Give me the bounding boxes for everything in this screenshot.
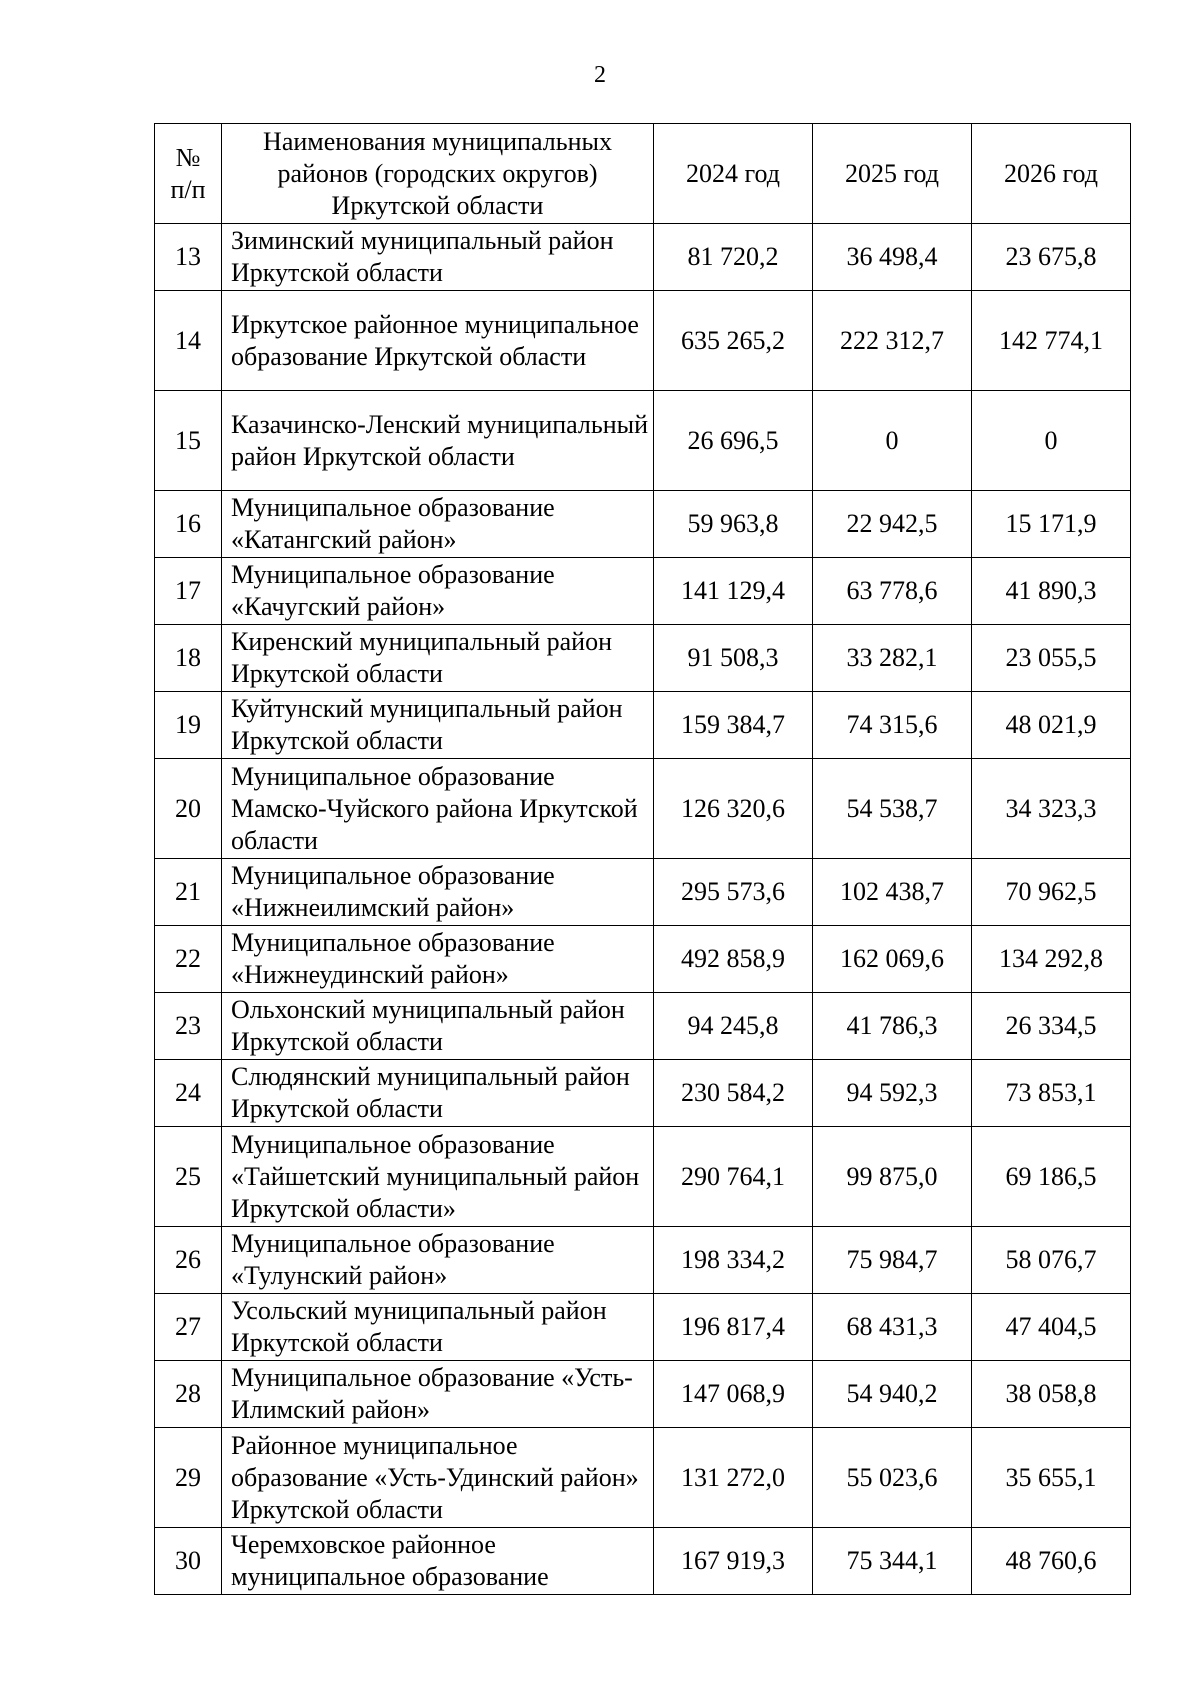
value-2026-cell: 142 774,1 — [972, 291, 1131, 391]
table-row — [155, 859, 1131, 926]
municipality-name-cell: Муниципальное образование «Тайшетский муниципальный район Иркутской области» — [222, 1127, 654, 1227]
table-row — [155, 1428, 1131, 1528]
value-2025-cell: 162 069,6 — [813, 926, 972, 993]
value-2024-cell: 230 584,2 — [654, 1060, 813, 1127]
value-2026-cell: 58 076,7 — [972, 1227, 1131, 1294]
municipality-name-cell: Ольхонский муниципальный район Иркутской области — [222, 993, 654, 1060]
table-row — [155, 1227, 1131, 1294]
municipality-name-cell: Муниципальное образование Мамско-Чуйского района Иркутской области — [222, 759, 654, 859]
table-row — [155, 1528, 1131, 1595]
value-2026-cell: 134 292,8 — [972, 926, 1131, 993]
value-2024-cell: 167 919,3 — [654, 1528, 813, 1595]
value-2024-cell: 198 334,2 — [654, 1227, 813, 1294]
value-2026-cell: 38 058,8 — [972, 1361, 1131, 1428]
municipality-name-cell: Районное муниципальное образование «Усть-Удинский район» Иркутской области — [222, 1428, 654, 1528]
value-2024-cell: 635 265,2 — [654, 291, 813, 391]
value-2024-cell: 492 858,9 — [654, 926, 813, 993]
municipality-name-cell: Зиминский муниципальный район Иркутской области — [222, 224, 654, 291]
value-2025-cell: 102 438,7 — [813, 859, 972, 926]
table-row — [155, 1127, 1131, 1227]
row-number-cell: 13 — [155, 224, 222, 291]
value-2026-cell: 15 171,9 — [972, 491, 1131, 558]
value-2024-cell: 94 245,8 — [654, 993, 813, 1060]
value-2024-cell: 147 068,9 — [654, 1361, 813, 1428]
value-2024-cell: 141 129,4 — [654, 558, 813, 625]
value-2025-cell: 41 786,3 — [813, 993, 972, 1060]
table-row — [155, 558, 1131, 625]
table-row — [155, 926, 1131, 993]
table-row — [155, 491, 1131, 558]
row-number-cell: 23 — [155, 993, 222, 1060]
value-2025-cell: 68 431,3 — [813, 1294, 972, 1361]
value-2024-cell: 26 696,5 — [654, 391, 813, 491]
value-2025-cell: 0 — [813, 391, 972, 491]
municipality-name-cell: Усольский муниципальный район Иркутской области — [222, 1294, 654, 1361]
header-2024: 2024 год — [654, 124, 813, 224]
municipality-name-cell: Куйтунский муниципальный район Иркутской области — [222, 692, 654, 759]
table-row — [155, 993, 1131, 1060]
municipality-name-cell: Слюдянский муниципальный район Иркутской области — [222, 1060, 654, 1127]
row-number-cell: 28 — [155, 1361, 222, 1428]
municipality-name-cell: Муниципальное образование «Усть-Илимский район» — [222, 1361, 654, 1428]
table-row — [155, 1060, 1131, 1127]
value-2026-cell: 48 760,6 — [972, 1528, 1131, 1595]
value-2025-cell: 33 282,1 — [813, 625, 972, 692]
table-row — [155, 759, 1131, 859]
value-2024-cell: 196 817,4 — [654, 1294, 813, 1361]
value-2026-cell: 23 055,5 — [972, 625, 1131, 692]
value-2026-cell: 34 323,3 — [972, 759, 1131, 859]
municipality-name-cell: Черемховское районное муниципальное образование — [222, 1528, 654, 1595]
row-number-cell: 29 — [155, 1428, 222, 1528]
value-2026-cell: 35 655,1 — [972, 1428, 1131, 1528]
value-2024-cell: 290 764,1 — [654, 1127, 813, 1227]
value-2026-cell: 69 186,5 — [972, 1127, 1131, 1227]
value-2024-cell: 159 384,7 — [654, 692, 813, 759]
row-number-cell: 27 — [155, 1294, 222, 1361]
value-2026-cell: 47 404,5 — [972, 1294, 1131, 1361]
value-2025-cell: 222 312,7 — [813, 291, 972, 391]
municipality-name-cell: Муниципальное образование «Нижнеудинский район» — [222, 926, 654, 993]
header-num: № п/п — [155, 124, 222, 224]
value-2026-cell: 0 — [972, 391, 1131, 491]
value-2025-cell: 22 942,5 — [813, 491, 972, 558]
row-number-cell: 18 — [155, 625, 222, 692]
row-number-cell: 17 — [155, 558, 222, 625]
row-number-cell: 22 — [155, 926, 222, 993]
row-number-cell: 21 — [155, 859, 222, 926]
value-2025-cell: 36 498,4 — [813, 224, 972, 291]
value-2024-cell: 91 508,3 — [654, 625, 813, 692]
value-2025-cell: 75 344,1 — [813, 1528, 972, 1595]
table-body — [155, 224, 1131, 1595]
value-2025-cell: 54 940,2 — [813, 1361, 972, 1428]
value-2024-cell: 131 272,0 — [654, 1428, 813, 1528]
value-2025-cell: 54 538,7 — [813, 759, 972, 859]
value-2024-cell: 295 573,6 — [654, 859, 813, 926]
value-2026-cell: 73 853,1 — [972, 1060, 1131, 1127]
value-2026-cell: 26 334,5 — [972, 993, 1131, 1060]
value-2024-cell: 126 320,6 — [654, 759, 813, 859]
municipality-name-cell: Муниципальное образование «Качугский район» — [222, 558, 654, 625]
table-row — [155, 1294, 1131, 1361]
row-number-cell: 24 — [155, 1060, 222, 1127]
value-2025-cell: 99 875,0 — [813, 1127, 972, 1227]
value-2024-cell: 59 963,8 — [654, 491, 813, 558]
value-2026-cell: 48 021,9 — [972, 692, 1131, 759]
value-2025-cell: 94 592,3 — [813, 1060, 972, 1127]
row-number-cell: 16 — [155, 491, 222, 558]
row-number-cell: 30 — [155, 1528, 222, 1595]
header-name: Наименования муниципальных районов (городских округов) Иркутской области — [222, 124, 654, 224]
table-row — [155, 625, 1131, 692]
municipality-name-cell: Муниципальное образование «Тулунский район» — [222, 1227, 654, 1294]
municipality-name-cell: Иркутское районное муниципальное образование Иркутской области — [222, 291, 654, 391]
table-row — [155, 1361, 1131, 1428]
municipality-name-cell: Киренский муниципальный район Иркутской области — [222, 625, 654, 692]
value-2026-cell: 70 962,5 — [972, 859, 1131, 926]
header-2025: 2025 год — [813, 124, 972, 224]
allocation-table — [154, 123, 1131, 1595]
table-row — [155, 224, 1131, 291]
table-row — [155, 291, 1131, 391]
row-number-cell: 20 — [155, 759, 222, 859]
header-2026: 2026 год — [972, 124, 1131, 224]
row-number-cell: 25 — [155, 1127, 222, 1227]
value-2025-cell: 55 023,6 — [813, 1428, 972, 1528]
table-header-row — [155, 124, 1131, 224]
row-number-cell: 15 — [155, 391, 222, 491]
value-2024-cell: 81 720,2 — [654, 224, 813, 291]
table-row — [155, 391, 1131, 491]
municipality-name-cell: Муниципальное образование «Катангский район» — [222, 491, 654, 558]
value-2025-cell: 63 778,6 — [813, 558, 972, 625]
value-2026-cell: 41 890,3 — [972, 558, 1131, 625]
page-number: 2 — [594, 62, 606, 88]
value-2026-cell: 23 675,8 — [972, 224, 1131, 291]
row-number-cell: 26 — [155, 1227, 222, 1294]
row-number-cell: 19 — [155, 692, 222, 759]
value-2025-cell: 75 984,7 — [813, 1227, 972, 1294]
municipality-name-cell: Муниципальное образование «Нижнеилимский район» — [222, 859, 654, 926]
table-row — [155, 692, 1131, 759]
value-2025-cell: 74 315,6 — [813, 692, 972, 759]
row-number-cell: 14 — [155, 291, 222, 391]
municipality-name-cell: Казачинско-Ленский муниципальный район Иркутской области — [222, 391, 654, 491]
